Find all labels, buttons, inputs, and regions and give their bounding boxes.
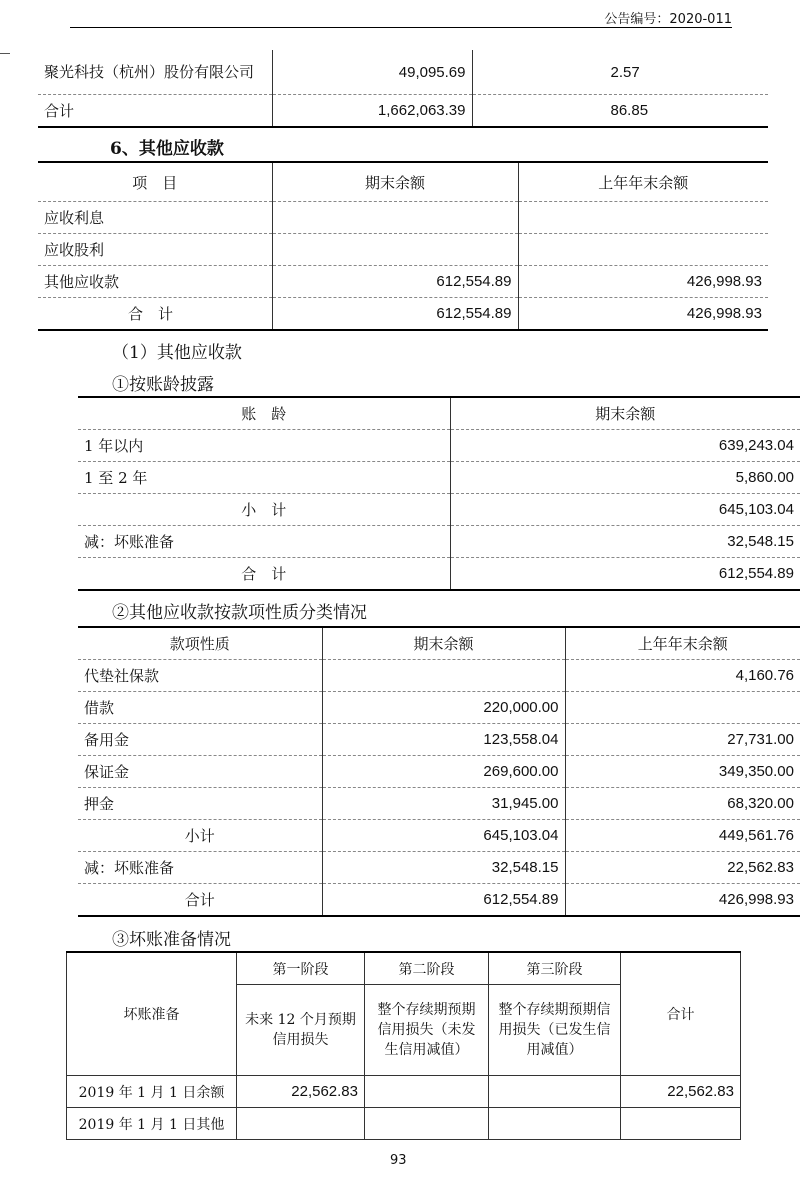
row-label: 减：坏账准备 (84, 533, 175, 551)
row-label: 其他应收款 (44, 273, 120, 291)
table-row (38, 50, 768, 95)
section6-title: 6、其他应收款 (110, 139, 224, 159)
table-header-row (38, 162, 768, 202)
value-cell (621, 1108, 741, 1140)
value-cell (365, 1108, 489, 1140)
header-prev: 上年年末余额 (565, 627, 800, 660)
value-cell (518, 202, 768, 234)
row-label: 代垫社保款 (84, 667, 160, 685)
row-label: 应收股利 (44, 241, 105, 259)
table-row (38, 234, 768, 266)
table-header-row (78, 397, 800, 430)
row-label: 保证金 (84, 763, 130, 781)
header-total: 合计 (621, 952, 741, 1076)
table-row (78, 660, 800, 692)
table-row (78, 756, 800, 788)
baddebt-table (66, 951, 741, 1140)
value-cell: 4,160.76 (565, 660, 800, 692)
margin-mark (0, 53, 10, 54)
table-row (78, 462, 800, 494)
header-end: 期末余额 (450, 397, 800, 430)
table-row (78, 884, 800, 917)
header-stage3: 第三阶段 (489, 952, 621, 985)
top-table (38, 50, 768, 128)
aging-title: ①按账龄披露 (112, 375, 214, 395)
value-cell: 22,562.83 (565, 852, 800, 884)
header-rule (70, 27, 732, 28)
stage2-desc: 整个存续期预期信用损失（未发生信用减值） (365, 985, 489, 1076)
table-row (78, 494, 800, 526)
value-cell (489, 1076, 621, 1108)
value-cell: 269,600.00 (322, 756, 565, 788)
doc-number: 公告编号：2020-011 (604, 12, 732, 27)
row-label: 押金 (84, 795, 115, 813)
value-cell: 612,554.89 (272, 266, 518, 298)
value-cell (365, 1076, 489, 1108)
header-item: 项 目 (132, 173, 178, 192)
header-end: 期末余额 (322, 627, 565, 660)
row-label: 小 计 (241, 501, 287, 519)
value-cell: 68,320.00 (565, 788, 800, 820)
nature-table (78, 626, 800, 917)
value-cell: 349,350.00 (565, 756, 800, 788)
header-nature: 款项性质 (169, 635, 230, 653)
value-cell (272, 234, 518, 266)
page-number: 93 (390, 1153, 407, 1168)
value-cell: 645,103.04 (322, 820, 565, 852)
table-row (67, 1108, 741, 1140)
value-cell: 612,554.89 (450, 558, 800, 591)
value-cell: 612,554.89 (272, 298, 518, 331)
value-cell: 645,103.04 (450, 494, 800, 526)
header-baddebt: 坏账准备 (67, 952, 237, 1076)
baddebt-title: ③坏账准备情况 (112, 930, 231, 950)
value-cell (272, 202, 518, 234)
table-row (78, 788, 800, 820)
header-aging: 账 龄 (241, 405, 287, 423)
header-stage2: 第二阶段 (365, 952, 489, 985)
value-cell: 639,243.04 (450, 430, 800, 462)
table-row (78, 430, 800, 462)
amount-cell: 1,662,063.39 (272, 95, 472, 128)
table-row (38, 298, 768, 331)
value-cell: 449,561.76 (565, 820, 800, 852)
value-cell: 27,731.00 (565, 724, 800, 756)
header-stage1: 第一阶段 (237, 952, 365, 985)
row-label: 2019 年 1 月 1 日余额 (67, 1076, 237, 1108)
aging-table (78, 396, 800, 591)
total-label: 合计 (44, 102, 75, 120)
value-cell (322, 660, 565, 692)
value-cell (489, 1108, 621, 1140)
row-label: 减：坏账准备 (84, 859, 175, 877)
value-cell (518, 234, 768, 266)
row-label: 合计 (184, 891, 215, 909)
value-cell: 220,000.00 (322, 692, 565, 724)
table-row (67, 1076, 741, 1108)
sub1-title: （1）其他应收款 (112, 343, 242, 363)
value-cell: 22,562.83 (237, 1076, 365, 1108)
table-row (38, 266, 768, 298)
value-cell: 426,998.93 (565, 884, 800, 917)
value-cell: 31,945.00 (322, 788, 565, 820)
header-prev: 上年年末余额 (518, 162, 768, 202)
nature-title: ②其他应收款按款项性质分类情况 (112, 603, 367, 623)
table-header-row (78, 627, 800, 660)
row-label: 小计 (184, 827, 215, 845)
value-cell (237, 1108, 365, 1140)
ratio-cell: 2.57 (472, 50, 768, 95)
company-name: 聚光科技（杭州）股份有限公司 (44, 62, 255, 81)
value-cell: 22,562.83 (621, 1076, 741, 1108)
row-label: 合 计 (128, 305, 174, 323)
row-label: 应收利息 (44, 209, 105, 227)
amount-cell: 49,095.69 (272, 50, 472, 95)
table-row (78, 526, 800, 558)
value-cell: 123,558.04 (322, 724, 565, 756)
stage1-desc: 未来 12 个月预期信用损失 (237, 985, 365, 1076)
ratio-cell: 86.85 (472, 95, 768, 128)
row-label: 借款 (84, 699, 115, 717)
table-row (38, 202, 768, 234)
table-row (78, 820, 800, 852)
table-header-row (67, 952, 741, 985)
row-label: 备用金 (84, 731, 130, 749)
value-cell: 32,548.15 (322, 852, 565, 884)
table-row (78, 724, 800, 756)
row-label: 合 计 (241, 565, 287, 583)
stage3-desc: 整个存续期预期信用损失（已发生信用减值） (489, 985, 621, 1076)
header-end: 期末余额 (272, 162, 518, 202)
value-cell: 32,548.15 (450, 526, 800, 558)
value-cell: 426,998.93 (518, 298, 768, 331)
section6-table (38, 161, 768, 331)
value-cell: 5,860.00 (450, 462, 800, 494)
value-cell (565, 692, 800, 724)
table-row (78, 692, 800, 724)
table-row (38, 95, 768, 128)
value-cell: 612,554.89 (322, 884, 565, 917)
row-label: 2019 年 1 月 1 日其他 (67, 1108, 237, 1140)
row-label: 1 至 2 年 (84, 469, 148, 487)
table-row (78, 852, 800, 884)
value-cell: 426,998.93 (518, 266, 768, 298)
table-row (78, 558, 800, 591)
row-label: 1 年以内 (84, 437, 144, 455)
